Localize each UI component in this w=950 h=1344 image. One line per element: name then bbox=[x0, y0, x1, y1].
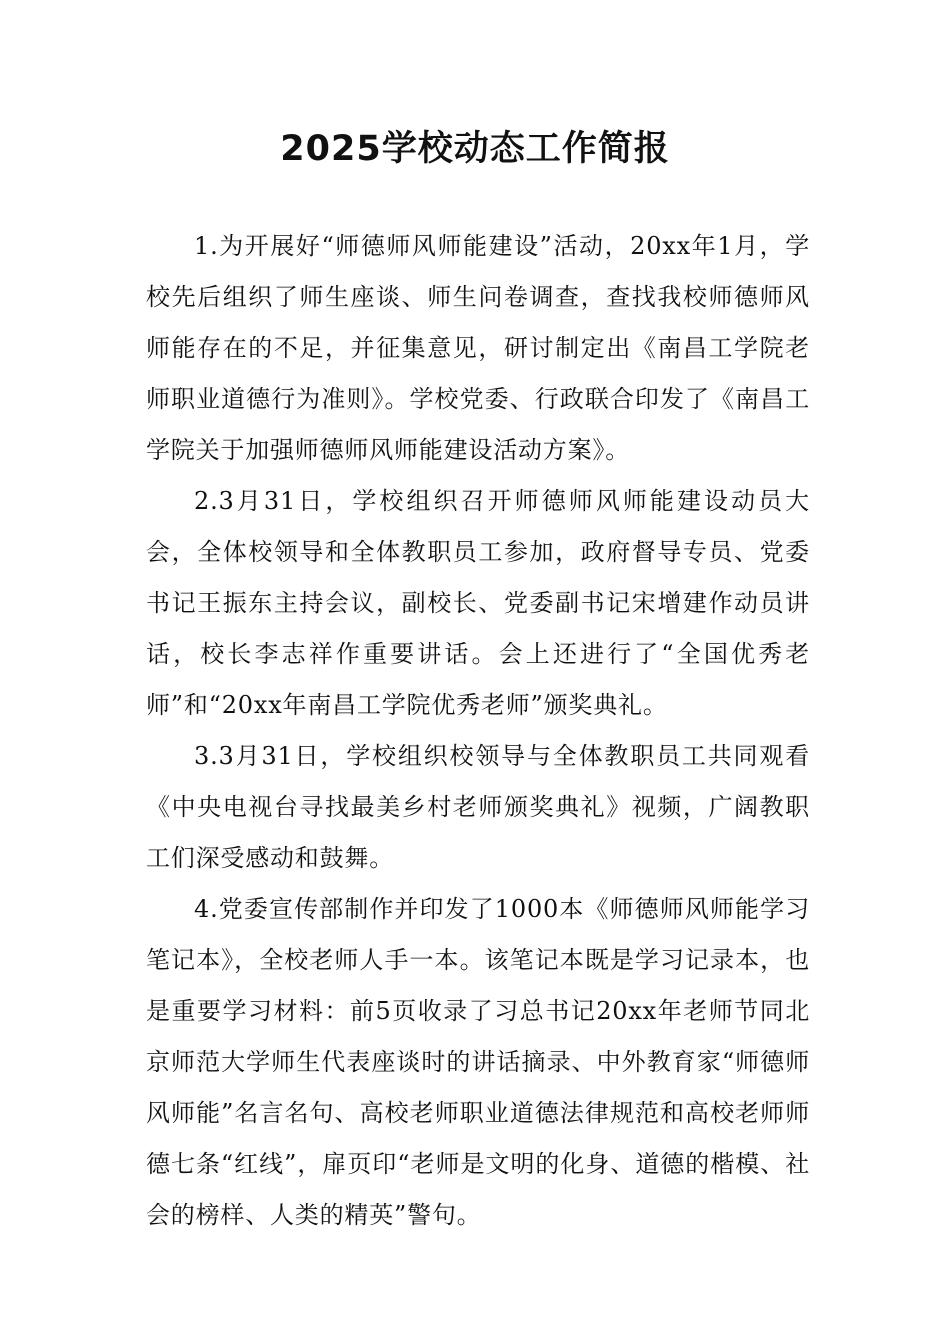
document-title: 2025学校动态工作简报 bbox=[280, 129, 670, 169]
paragraph-3: 3.3月31日，学校组织校领导与全体教职员工共同观看《中央电视台寻找最美乡村老师颁奖典礼》视频，广阔教职工们深受感动和鼓舞。 bbox=[146, 742, 810, 872]
paragraph-1: 1.为开展好“师德师风师能建设”活动，20xx年1月，学校先后组织了师生座谈、师生问卷调查，查找我校师德师风师能存在的不足，并征集意见，研讨制定出《南昌工学院老师职业道德行为准则》。学校党委、行政联合印发了《南昌工学院关于加强师德师风师能建设活动方案》。 bbox=[146, 232, 810, 464]
paragraph-4: 4.党委宣传部制作并印发了1000本《师德师风师能学习笔记本》，全校老师人手一本。该笔记本既是学习记录本，也是重要学习材料：前5页收录了习总书记20xx年老师节同北京师范大学师生代表座谈时的讲话摘录、中外教育家“师德师风师能”名言名句、高校老师职业道德法律规范和高校老师师德七条“红线”，扉页印“老师是文明的化身、道德的楷模、社会的榜样、人类的精英”警句。 bbox=[146, 895, 810, 1229]
paragraph-2: 2.3月31日，学校组织召开师德师风师能建设动员大会，全体校领导和全体教职员工参加，政府督导专员、党委书记王振东主持会议，副校长、党委副书记宋增建作动员讲话，校长李志祥作重要讲话。会上还进行了“全国优秀老师”和“20xx年南昌工学院优秀老师”颁奖典礼。 bbox=[146, 487, 810, 719]
document-body bbox=[146, 221, 810, 1241]
